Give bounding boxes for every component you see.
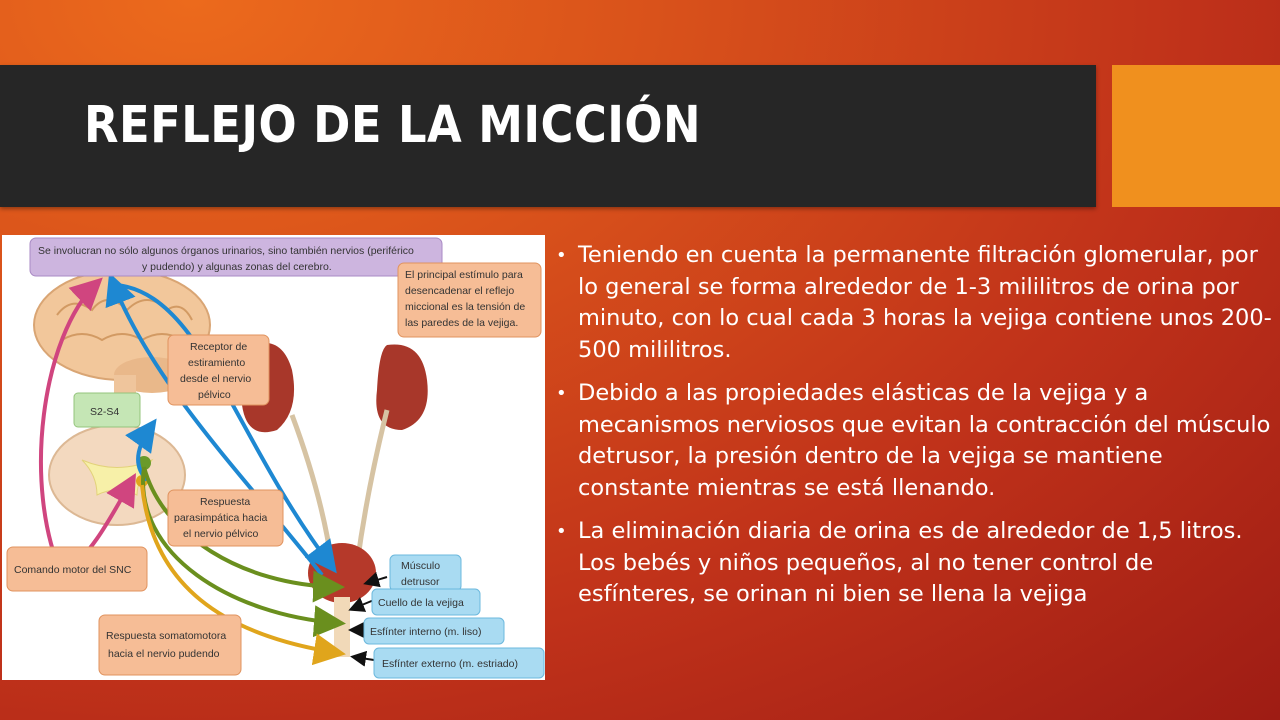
info-box-internal-sphincter (364, 618, 504, 644)
external-sphincter-text: Esfínter externo (m. estriado) (382, 658, 518, 670)
bullet-text: Teniendo en cuenta la permanente filtración glomerular, por lo general se forma alrededor de 1-3 mililitros de orina por minuto, con lo cual cada 3 horas la vejiga contiene unos 200-500 mililitros. (578, 242, 1272, 363)
bullet-text: Debido a las propiedades elásticas de la vejiga y a mecanismos nerviosos que evitan la contracción del músculo detrusor, la presión dentro de la vejiga se mantiene constante mientras se está llenando. (578, 380, 1271, 501)
stimulus-line-3: miccional es la tensión de (405, 301, 526, 313)
bullet-item (548, 516, 1278, 611)
detrusor-line-2: detrusor (401, 576, 440, 588)
bladder-neck-text: Cuello de la vejiga (378, 597, 464, 609)
info-box-somatic (99, 615, 241, 675)
internal-sphincter-text: Esfínter interno (m. liso) (370, 626, 482, 638)
receptor-line-3: desde el nervio (180, 373, 252, 385)
stimulus-line-2: desencadenar el reflejo (405, 285, 515, 297)
stimulus-line-4: las paredes de la vejiga. (405, 317, 519, 329)
micturition-reflex-diagram (2, 235, 545, 680)
s2-s4-text: S2-S4 (90, 406, 120, 418)
bullet-text: La eliminación diaria de orina es de alrededor de 1,5 litros. Los bebés y niños pequeños, al no tener control de esfínteres, se orinan ni bien se llena la vejiga (578, 518, 1243, 607)
parasympathetic-line-3: el nervio pélvico (183, 528, 259, 540)
info-box-parasympathetic (168, 490, 283, 546)
receptor-line-1: Receptor de (190, 341, 248, 353)
s2-s4-label (74, 393, 140, 427)
motor-command-text: Comando motor del SNC (14, 564, 132, 576)
accent-square (1112, 65, 1280, 207)
parasympathetic-line-1: Respuesta (200, 496, 251, 508)
info-box-top-line-1: Se involucran no sólo algunos órganos urinarios, sino también nervios (periférico (38, 245, 414, 257)
bullet-dot-icon: • (556, 383, 567, 404)
info-box-top (30, 238, 442, 276)
parasympathetic-line-2: parasimpática hacia (174, 512, 268, 524)
receptor-line-4: pélvico (198, 389, 231, 401)
bullet-dot-icon: • (556, 521, 567, 542)
bullet-list (548, 240, 1278, 623)
stimulus-line-1: El principal estímulo para (405, 269, 523, 281)
bullet-item (548, 240, 1278, 366)
info-box-receptor (168, 335, 269, 405)
bullet-item (548, 378, 1278, 504)
info-box-detrusor (390, 555, 461, 591)
detrusor-line-1: Músculo (401, 560, 441, 572)
somatic-line-1: Respuesta somatomotora (106, 630, 227, 642)
info-box-external-sphincter (374, 648, 544, 678)
somatic-line-2: hacia el nervio pudendo (108, 648, 220, 660)
info-box-top-line-2: y pudendo) y algunas zonas del cerebro. (142, 261, 332, 273)
info-box-motor-command (7, 547, 147, 591)
slide-title: REFLEJO DE LA MICCIÓN (84, 96, 701, 155)
bullet-dot-icon: • (556, 245, 567, 266)
info-box-bladder-neck (372, 589, 480, 615)
info-box-stimulus (398, 263, 541, 337)
receptor-line-2: estiramiento (188, 357, 246, 369)
